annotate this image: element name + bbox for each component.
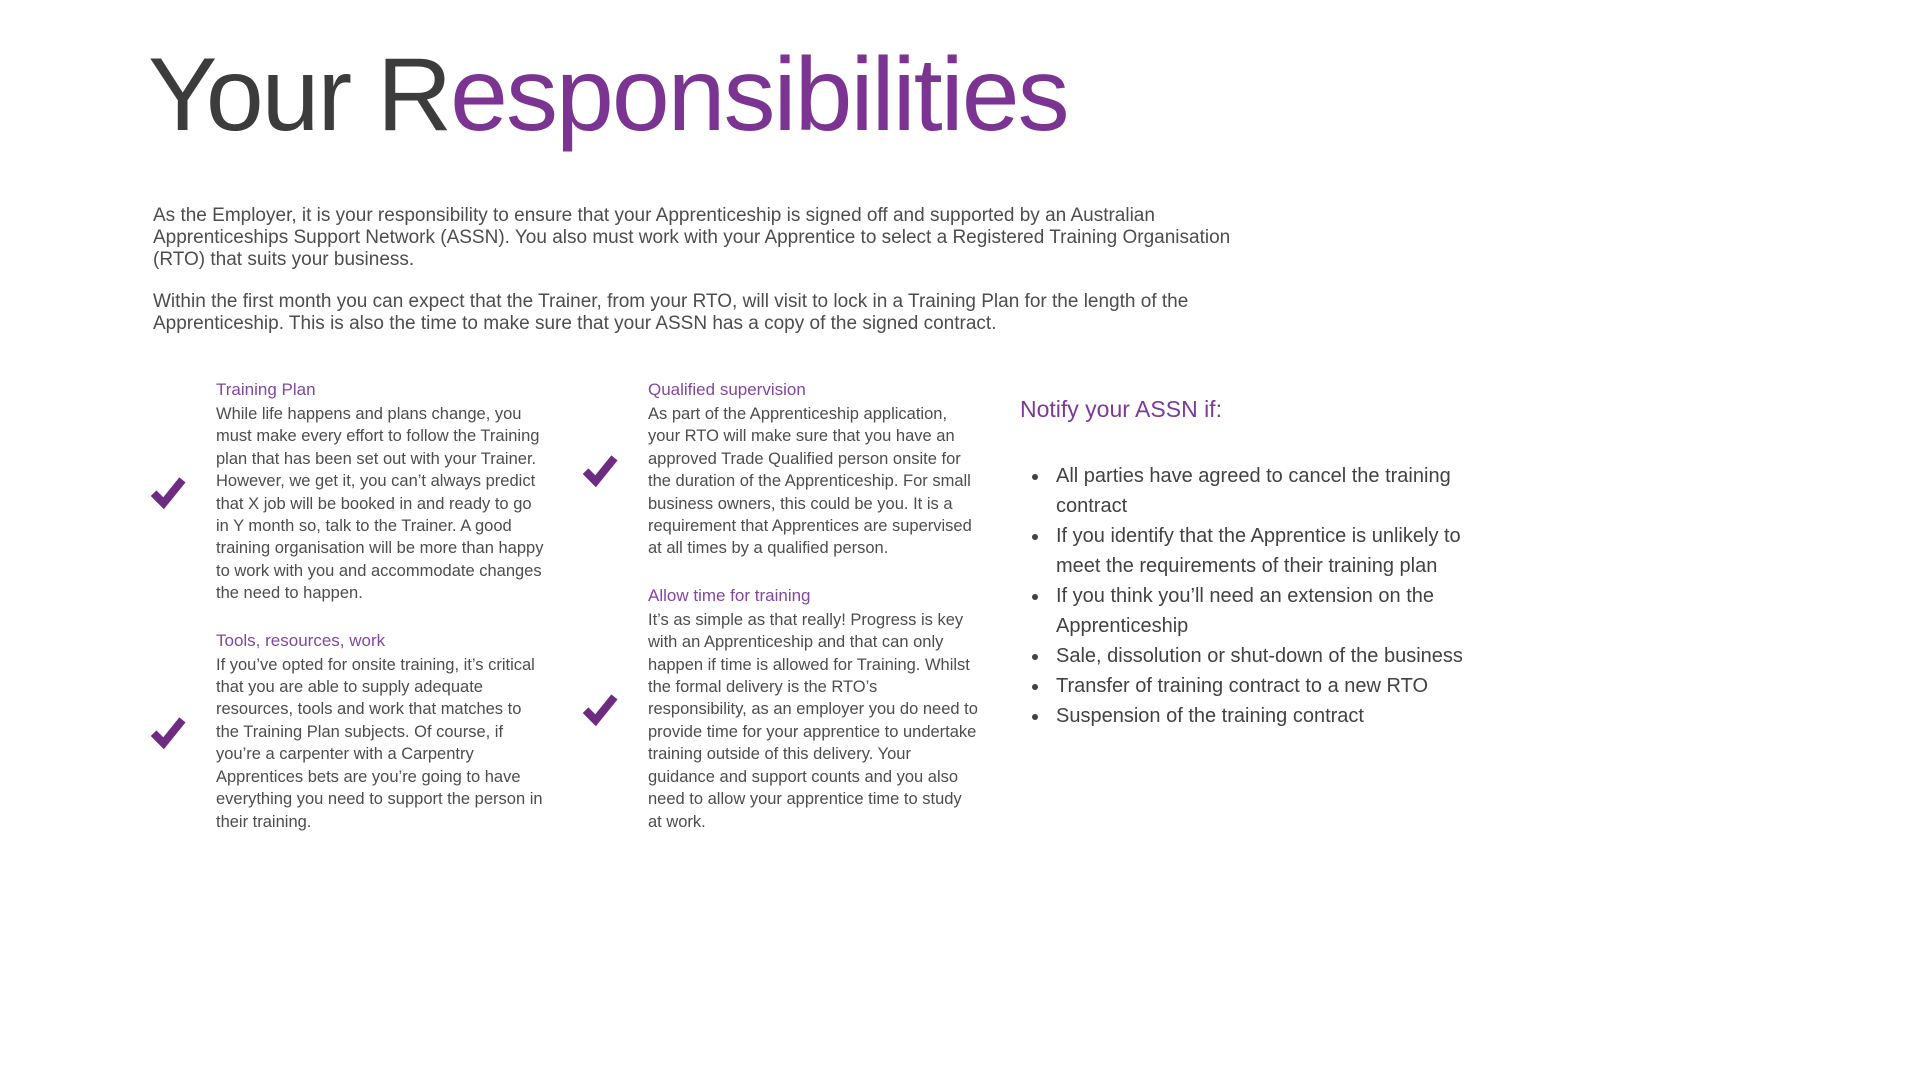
page-title — [148, 36, 1068, 155]
check-item-content — [648, 378, 978, 560]
check-item-content — [216, 629, 546, 833]
notify-assn-heading: Notify your ASSN if: — [1020, 396, 1222, 422]
notify-assn-panel — [1020, 396, 1495, 731]
check-item-heading: Allow time for training — [648, 585, 811, 605]
checklist-column-2 — [580, 378, 980, 857]
notify-assn-list — [1020, 461, 1495, 731]
notify-list-item: • Sale, dissolution or shut-down of the business — [1050, 641, 1495, 671]
intro-paragraph-2: Within the first month you can expect that the Trainer, from your RTO, will visit to lock in a Training Plan for the length of the Apprenticeship. This is also the time to make sure that your ASSN has a copy of the signed contract. — [153, 291, 1189, 334]
check-icon — [148, 471, 216, 511]
check-item-body: If you’ve opted for onsite training, it’s critical that you are able to supply adequate resources, tools and work that matches to the Training Plan subjects. Of course, if you’re a carpenter with a Carpentry Apprentices bets are you’re going to have everything you need to support the person in their training. — [216, 655, 543, 831]
intro-section — [153, 205, 1248, 355]
checklist-column-1 — [148, 378, 548, 857]
check-item-heading: Tools, resources, work — [216, 630, 386, 650]
check-item-content — [216, 378, 546, 605]
check-item-content — [648, 584, 978, 833]
check-item-body: While life happens and plans change, you must make every effort to follow the Training plan that has been set out with your Trainer. However, we get it, you can’t always predict that X job will be booked in and ready to go in Y month so, talk to the Trainer. A good training organisation will be more than happy to work with you and accommodate changes the need to happen. — [216, 405, 544, 603]
check-icon — [580, 688, 648, 728]
check-item-tools-resources-work — [148, 629, 548, 833]
intro-paragraph-1: As the Employer, it is your responsibility to ensure that your Apprenticeship is signed off and supported by an Australian Apprenticeships Support Network (ASSN). You also must work with your Apprentice to select a Registered Training Organisation (RTO) that suits your business. — [153, 205, 1231, 270]
check-item-training-plan — [148, 378, 548, 605]
check-item-allow-time-for-training — [580, 584, 980, 833]
check-item-heading: Training Plan — [216, 380, 316, 399]
notify-list-item: • If you think you’ll need an extension on the Apprenticeship — [1050, 581, 1495, 641]
check-item-heading: Qualified supervision — [648, 380, 806, 399]
notify-list-item: • If you identify that the Apprentice is unlikely to meet the requirements of their training plan — [1050, 521, 1495, 581]
notify-list-item: • Transfer of training contract to a new RTO — [1050, 671, 1495, 701]
check-item-body: As part of the Apprenticeship application, your RTO will make sure that you have an approved Trade Qualified person onsite for the duration of the Apprenticeship. For small business owners, this could be you. It is a requirement that Apprentices are supervised at all times by a qualified person. — [648, 405, 972, 558]
check-icon — [148, 711, 216, 751]
page-title-accent-part: esponsibilities — [450, 37, 1068, 153]
notify-list-item: • All parties have agreed to cancel the training contract — [1050, 461, 1495, 521]
check-item-qualified-supervision — [580, 378, 980, 560]
check-icon — [580, 449, 648, 489]
check-item-body: It’s as simple as that really! Progress is key with an Apprenticeship and that can only happen if time is allowed for Training. Whilst the formal delivery is the RTO’s responsibility, as an employer you do need to provide time for your apprentice to undertake training outside of this delivery. Your guidance and support counts and you also need to allow your apprentice time to study at work. — [648, 610, 978, 831]
notify-list-item: • Suspension of the training contract — [1050, 701, 1495, 731]
page-title-dark-part: Your R — [148, 37, 451, 153]
